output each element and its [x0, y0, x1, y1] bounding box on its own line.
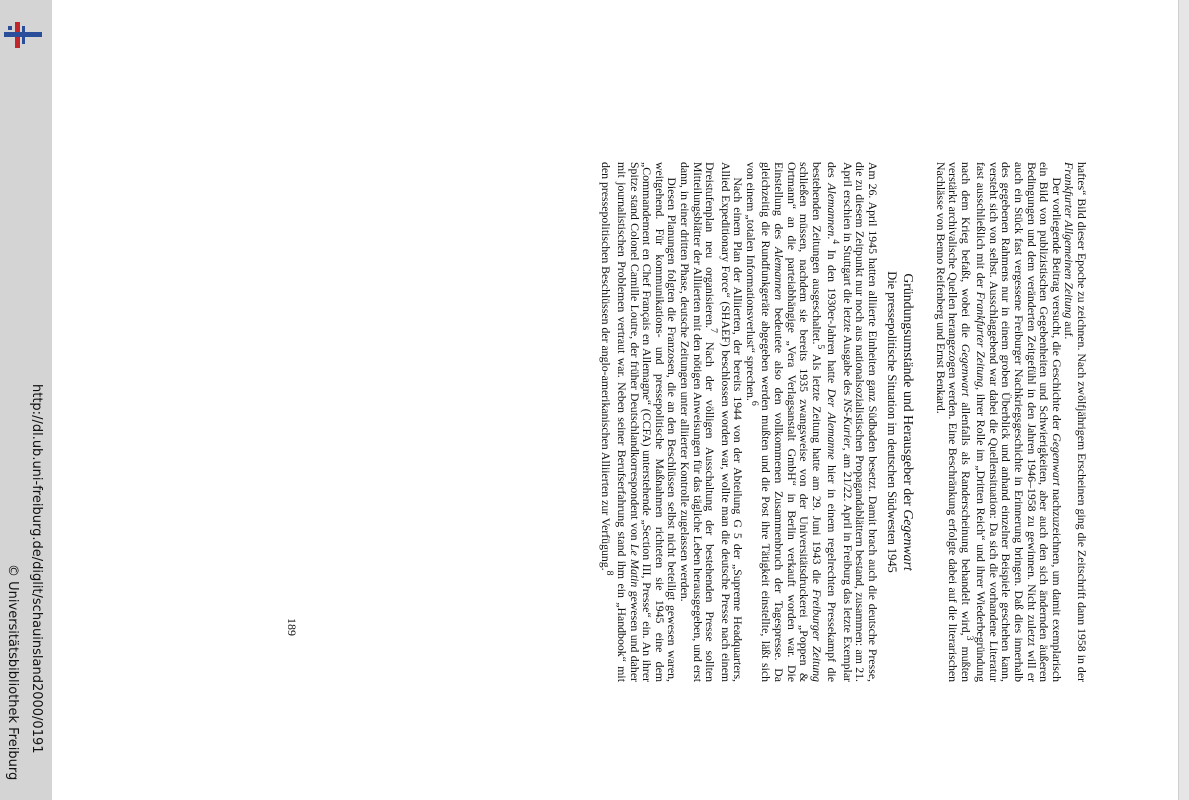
italic-run: Gegenwart	[900, 509, 916, 571]
paragraph	[1063, 162, 1088, 682]
text-run: Am 26. April 1945 hatten alliierte Einheiten ganz Südbaden besetzt. Damit brach auch die deutsche Presse, die zu diesem Zeitpunkt nur noch aus nationalsozialistischen Propagandablättern bestand, zusammen: am 21. April erschien in Stuttgart die letzte Ausgabe des	[840, 162, 880, 682]
italic-run: Gegenwart	[958, 343, 973, 397]
text-run: , am 21/22. April in Freiburg das letzte Exemplar des	[825, 162, 855, 682]
footnote-ref: 8	[604, 570, 616, 576]
text-run: Gründungsumstände und Herausgeber der	[900, 273, 916, 510]
text-run: .	[825, 236, 840, 240]
italic-run: Frankfurter Zeitung	[974, 291, 989, 388]
footnote-ref: 5	[814, 344, 826, 350]
footnote-ref: 6	[748, 400, 760, 406]
text-run: allenfalls als Randerscheinung behandelt wird,	[958, 396, 973, 636]
text-run: gewesen und daher mit journalistischen Problemen vertraut war. Neben seiner Berufserfahrung stand ihm ein „Handbook“ mit den pressepolitischen Beschlüssen der anglo-amerikanischen Alliierten zur Verfügung.	[599, 162, 642, 682]
text-run: In den 1930er-Jahren hatte	[825, 244, 840, 389]
italic-run: Le Matin	[627, 543, 642, 588]
text-run: Diesen Planungen folgten die Franzosen, die an den Beschlüssen selbst nicht beteiligt gewesen waren, weitgehend. Für kommunikations- und pressepolitische Maßnahmen richteten sie 1945 eine dem „Commandement en Chef Français en Allemagne“ (CCFA) unterstehende „Section III, Presse“ ein. An ihrer Spitze stand Colonel Camille Loutre, der früher Deutschlandkorrespondent von	[627, 162, 680, 682]
text-run: , ihrer Rolle im „Dritten Reich“ und ihrer Wiederbegründung nach dem Krieg befaßt, wobei die	[958, 162, 989, 682]
paragraph	[600, 162, 678, 682]
italic-run: NS-Kurier	[840, 398, 855, 448]
copyright-notice: © Universitätsbibliothek Freiburg	[5, 564, 20, 781]
page-text-block	[600, 162, 1088, 682]
footnote-ref: 4	[830, 239, 842, 245]
italic-run: Freiburger Zeitung	[809, 589, 824, 683]
viewer-sidebar	[0, 0, 52, 800]
text-run: auf.	[1062, 318, 1077, 340]
paragraph	[678, 162, 744, 682]
paragraph	[744, 162, 879, 682]
paragraph	[934, 162, 1063, 682]
section-subheading: Die pressepolitische Situation im deutschen Südwesten 1945	[884, 271, 899, 573]
footnote-ref: 3	[963, 635, 975, 641]
text-run: haftes“ Bild dieser Epoche zu zeichnen. Nach zwölfjährigem Erscheinen ging die Zeitschrift dann 1958 in der	[1075, 162, 1089, 682]
text-run: Nach einem Plan der Alliierten, der bereits 1944 von der Abteilung G 5 der „Supreme Headquarters, Allied Expeditionary Force“ (SHAEF) beschlossen worden war, wollte man die deutsche Presse nach einem Dreistufenplan neu organisieren.	[703, 162, 746, 682]
italic-run: Frankfurter Allgemeinen Zeitung	[1062, 162, 1077, 319]
footnote-ref: 7	[708, 328, 720, 334]
italic-run: Der Alemanne	[825, 388, 840, 460]
university-library-logo-icon	[2, 20, 44, 50]
text-run: Als letzte Zeitung hatte am 29. Juni 1943 die	[809, 349, 824, 590]
text-run: Der vorliegende Beitrag versucht, die Geschichte der	[1049, 177, 1064, 434]
page-number: 189	[285, 618, 299, 636]
italic-run: Alemannen	[825, 183, 840, 237]
section-heading	[900, 162, 916, 682]
scrollbar[interactable]	[1178, 0, 1189, 800]
scanned-page	[52, 0, 1178, 800]
text-run: Nach der völligen Ausschaltung der bestehenden Presse sollten Mitteilungsblätter der Alliierten mit den nötigen Anweisungen für das tägliche Leben herausgegeben, und erst dann, in einer dritten Phase, deutsche Zeitungen unter alliierter Kontrolle zugelassen werden.	[677, 162, 718, 682]
text-run: schließen müssen, nachdem sie bereits 1935 zwangsweise von der Universitätsdruckerei „Poppen & Ortmann“ an die parteiabhängige „Vera Verlagsanstalt GmbH“ in Berlin verkauft worden war. Die Einstellung des	[771, 162, 812, 682]
text-run: hier in einem regelrechten Pressekampf die bestehenden Zeitungen ausgeschaltet.	[809, 162, 840, 682]
italic-run: Alemannen	[771, 247, 786, 301]
text-run: bedeutete also den vollkommenen Zusammenbruch der Tagespresse. Da gleichzeitig die Rundfunkgeräte abgegeben werden mußten und die Post ihre Tätigkeit einstellte, läßt sich von einem „totalen Informationsverlust“ sprechen.	[743, 162, 786, 682]
text-run: nachzuzeichnen, um damit exemplarisch ein Bild von publizistischen Gegebenheiten und Schwierigkeiten, aber auch den sich ändernden äußeren Bedingungen und dem veränderten Zeitgefühl in den Jahren 1946–1958 zu gewinnen. Nicht zuletzt will er auch ein Stück fast vergessene Freiburger Nachkriegsgeschichte in Erinnerung bringen. Daß dies innerhalb des gegebenen Rahmens nur in einem groben Überblick und anhand einzelner Beispiele geschehen kann, versteht sich von selbst. Ausschlaggebend war dabei die Quellensituation: Da sich die vorhandene Literatur fast ausschließlich mit der	[974, 162, 1064, 682]
italic-run: Gegenwart	[1049, 433, 1064, 486]
document-url[interactable]: http://dl.ub.uni-freiburg.de/diglit/schauinsland2000/0191	[29, 384, 44, 754]
text-run: mußten verstärkt archivalische Quellen herangezogen werden. Eine Beschränkung erfolgte dabei auf die literarischen Nachlässe von Benno Reifenberg und Ernst Benkard.	[933, 162, 973, 682]
